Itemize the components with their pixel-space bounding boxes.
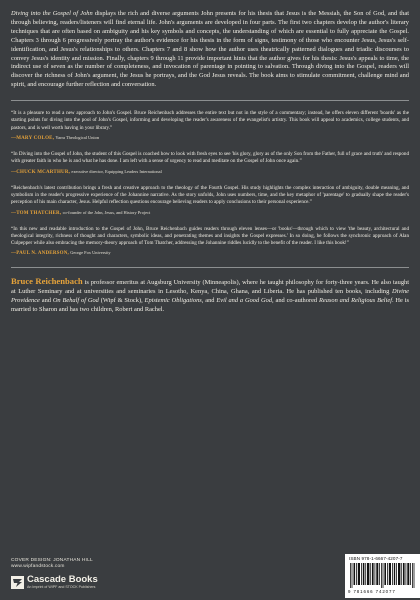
endorser-name: —PAUL N. ANDERSON, xyxy=(11,251,69,257)
divider xyxy=(11,267,409,268)
endorsement-text: “In this new and readable introduction to the Gospel of John, Bruce Reichenbach guides readers through eleven lenses—or 'books'—through which to view 'the beauty, architectural and theological integrity, richness of thought and characters, symbolic ideas, and penetrating themes and insights the Gospel expresses.' In so doing, he follows the synchronic approach of Alan Culpepper while also embracing the memory-theory approach of Tom Thatcher, addressing the Johannine riddles lucidly to the benefit of the reader. I like this book!” xyxy=(11,225,409,247)
book-description xyxy=(11,10,409,90)
endorsement-attribution xyxy=(11,209,409,217)
publisher-website: www.wipfandstock.com xyxy=(11,564,65,569)
publisher-logo xyxy=(11,573,98,591)
cover-footer xyxy=(11,558,409,598)
endorsement-text: “In Diving into the Gospel of John, the student of this Gospel is coached how to look with fresh eyes to see 'his glory, glory as of the only Son from the Father, full of grace and truth' and respond with greater faith in who he is and what he has done. I am left with a sense of urgency to read and meditate on the Gospel of John once again.” xyxy=(11,151,409,165)
barcode xyxy=(345,554,420,598)
endorsement-text: “It is a pleasure to read a new approach to John's Gospel. Bruce Reichenbach addresses the entire text but not in the style of a commentary; instead, he offers eleven different 'boards' as the starting points for diving into the pool of John's Gospel, informing and developing the reader's awareness of the evangelist's artistry. This book will appeal to academics, college students, and pastors, and is well worth having in your library.” xyxy=(11,110,409,131)
endorsement-attribution xyxy=(11,168,409,176)
bio-text: , and co-authored xyxy=(272,296,319,304)
book-title: Evil and a Good God xyxy=(216,296,273,304)
cascade-logo-icon xyxy=(11,576,24,589)
endorsement xyxy=(11,226,409,258)
endorsement-text: “Reichenbach's latest contribution brings a fresh and creative approach to the theology of the Fourth Gospel. His study highlights the complex interaction of ambiguity, double meaning, and symbolism in the reader's progressive experience of the Johannine narrative. As the story unfolds, John uses numbers, time, and the key metaphor of 'parentage' to gradually shape the reader's perception of his main character, Jesus. Helpful reflection questions encourage believing readers to apply conclusions to their personal experience.” xyxy=(11,184,409,206)
book-title: Reason and Religious Belief xyxy=(318,296,392,304)
bio-text: is professor emeritus at Augsburg University (Minneapolis), where he taught philosophy for forty-three years. He also taught at Luther Seminary and at universities and seminaries in Lesotho, Kenya, China, Ghana, and Liberia. He has published ten books, including xyxy=(11,279,409,296)
bio-text: , and xyxy=(201,296,217,304)
endorser-name: —CHUCK MCARTHUR, xyxy=(11,169,71,175)
bio-text: . He is married to Sharon and has two children, Robert and Rachel. xyxy=(11,296,410,313)
author-bio xyxy=(11,277,409,314)
bio-text: (Wipf & Stock), xyxy=(98,296,145,304)
description-title: Diving into the Gospel of John xyxy=(11,10,93,17)
description-body: displays the rich and diverse arguments John presents for his thesis that Jesus is the Messiah, the Son of God, and that through believing, readers/listeners will find eternal life. John's arguments are developed in four parts. The first two chapters develop the author's literary techniques that are often based on ambiguity and his key symbols and concepts, the understanding of which are essential to fully appreciate the Gospel. Chapters 3 through 6 progressively portray the author's evidence for his thesis in the form of signs, testimony of those who encounter Jesus, Jesus's self-identification, and Jesus's relationships to others. Chapters 7 and 8 show how the author uses theatrically patterned dialogues and triadic discourses to convey Jesus's identity and mission. Finally, chapters 9 through 11 provide important hints that the author gives for his thesis: Jesus's appeals to time, the indirect use of seven as the number of completeness, and invocation of parentage in pointing to salvation. Through diving into the Gospel, readers will discover the richness of John's argument, the Jesus he portrays, and the God Jesus reveals. The book aims to stimulate commitment, challenge mind and spirit, and encourage further reflection and conversation. xyxy=(11,10,409,89)
endorsement xyxy=(11,151,409,176)
cover-design-credit: COVER DESIGN: JONATHAN HILL xyxy=(11,558,93,563)
publisher-name: Cascade Books xyxy=(27,573,98,585)
endorser-affiliation: co-founder of the John, Jesus, and History Project xyxy=(62,209,151,215)
divider xyxy=(11,100,409,101)
author-name: Bruce Reichenbach xyxy=(11,276,83,287)
endorsement xyxy=(11,110,409,142)
endorsement-attribution xyxy=(11,134,409,142)
endorser-affiliation: executive director, Equipping Leaders International xyxy=(71,168,162,174)
book-title: Divine Providence xyxy=(11,288,409,304)
book-title: On Behalf of God xyxy=(52,296,99,304)
endorser-affiliation: Yarra Theological Union xyxy=(55,135,100,141)
book-title: Epistemic Obligations xyxy=(144,296,202,304)
credits xyxy=(11,558,93,570)
endorsement-attribution xyxy=(11,249,409,257)
endorsement xyxy=(11,185,409,217)
bio-text: and xyxy=(39,296,53,304)
endorser-name: —TOM THATCHER, xyxy=(11,210,62,216)
endorser-affiliation: George Fox University xyxy=(70,250,111,256)
isbn-digits: 9 781666 742077 xyxy=(348,589,396,594)
isbn-label: ISBN 978-1-6667-4207-7 xyxy=(349,556,403,561)
barcode-bars xyxy=(349,563,416,588)
endorser-name: —MARY COLOE, xyxy=(11,136,55,142)
publisher-imprint: An Imprint of WIPF and STOCK Publishers xyxy=(27,584,96,589)
